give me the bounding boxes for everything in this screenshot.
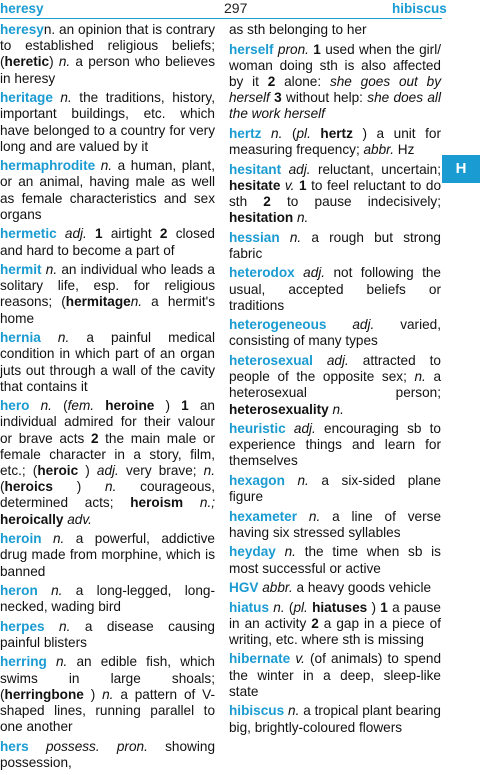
dictionary-entry xyxy=(229,162,441,227)
headword: heroin xyxy=(0,531,42,547)
entry-text: pron. xyxy=(273,41,309,57)
dictionary-entry xyxy=(0,531,215,580)
header-rule xyxy=(0,18,442,19)
entry-text: very brave; xyxy=(118,463,204,479)
headword: heyday xyxy=(229,544,276,560)
entry-text: heterosexuality xyxy=(229,401,329,417)
headword: hero xyxy=(0,398,30,414)
headword: hiatus xyxy=(229,599,270,615)
entry-text: an edible fish, which swims in large shoals; ( xyxy=(0,654,215,702)
entry-text: a six-sided plane figure xyxy=(229,472,441,505)
headword: hertz xyxy=(229,125,262,141)
headword: hexagon xyxy=(229,472,285,488)
entry-text: a pause in an activity xyxy=(229,599,441,631)
entry-text: used when the girl/ woman doing sth is also affected by it xyxy=(229,41,442,89)
entry-text: ) xyxy=(49,54,59,70)
headword: heron xyxy=(0,583,38,599)
entry-text: varied, consisting of many types xyxy=(229,317,441,349)
headword: hessian xyxy=(229,229,280,245)
entry-text: n. xyxy=(41,531,65,547)
headword: heritage xyxy=(0,90,53,106)
dictionary-entry xyxy=(0,330,215,395)
dictionary-entry xyxy=(0,226,215,258)
headword: hibernate xyxy=(229,651,291,667)
headword: hermit xyxy=(0,262,42,278)
entry-text: n. xyxy=(284,472,309,488)
entry-text: ) xyxy=(52,479,106,495)
entry-text: n. xyxy=(102,686,114,702)
entry-text: hertz xyxy=(320,125,353,141)
entry-text: n. xyxy=(269,599,285,615)
dictionary-entry xyxy=(229,317,441,349)
entry-text: heroic xyxy=(37,463,79,479)
entry-text: ( xyxy=(282,125,297,141)
entry-text: pl. xyxy=(296,125,311,141)
entry-text: an individual who leads a solitary life, esp. for religious reasons; ( xyxy=(0,262,215,310)
entry-text: adv. xyxy=(63,511,92,527)
entry-text: 1 xyxy=(294,177,307,193)
entry-text: she goes out by herself xyxy=(229,73,441,106)
entry-text: 2 xyxy=(267,73,276,89)
entry-text: a rough but strong fabric xyxy=(229,229,441,261)
entry-text: without help: xyxy=(281,90,368,106)
headword: hermetic xyxy=(0,226,57,242)
left-guide-word: heresy xyxy=(0,1,44,16)
dictionary-entry xyxy=(229,703,441,735)
entry-text: n. xyxy=(40,330,70,346)
entry-text: hesitate xyxy=(229,177,281,193)
entry-text: n. xyxy=(58,54,71,70)
entry-text: ) xyxy=(78,463,97,479)
entry-text: n. xyxy=(261,125,283,141)
entry-text: possess. pron. xyxy=(28,738,148,754)
entry-text: heroically xyxy=(0,511,64,527)
dictionary-entry xyxy=(229,265,441,314)
entry-text: n. xyxy=(29,398,52,414)
entry-text: n. xyxy=(297,508,321,524)
entry-text: adj. xyxy=(285,421,316,437)
entry-text: the main male or female character in a story, film, etc.; ( xyxy=(0,430,215,479)
entry-text: 2 xyxy=(90,430,99,446)
entry-text: adj. xyxy=(96,463,119,479)
entry-text: a tropical plant bearing big, brightly-coloured flowers xyxy=(229,703,441,735)
entry-text: ) xyxy=(83,686,103,702)
entry-text: heroics xyxy=(4,479,53,495)
dictionary-entry xyxy=(229,600,441,649)
dictionary-entry xyxy=(0,158,215,223)
entry-text: showing possession, xyxy=(0,738,216,770)
entry-text: a human, plant, or an animal, having male as well as female characteristics and sex organs xyxy=(0,158,215,222)
headword: hermaphrodite xyxy=(0,158,96,174)
entry-text: n. xyxy=(37,583,63,599)
entry-text: the traditions, history, important buildings, etc. which have belonged to a country for very long and are valued by it xyxy=(0,90,215,154)
entry-text: to feel reluctant to do sth xyxy=(229,177,442,209)
dictionary-entry xyxy=(0,739,215,771)
entry-text: n. xyxy=(46,654,68,670)
dictionary-entry xyxy=(0,619,215,651)
headword: heterosexual xyxy=(229,352,313,368)
headword: hexameter xyxy=(229,508,298,524)
dictionary-entry xyxy=(229,509,441,541)
entry-text: 2 xyxy=(263,193,271,209)
entry-text: n. xyxy=(284,703,300,719)
entry-text: she does all the work herself xyxy=(229,90,441,122)
headword: heterodox xyxy=(229,265,295,281)
entry-text: 2 xyxy=(159,226,168,242)
entry-text xyxy=(94,398,105,413)
entry-text: heroism xyxy=(130,495,184,511)
dictionary-entry xyxy=(0,583,215,615)
entry-text: n. xyxy=(275,544,296,560)
entry-text: adj. xyxy=(312,352,349,368)
entry-text: closed and hard to become a part of xyxy=(0,226,215,258)
entry-text: ( xyxy=(0,479,5,495)
right-guide-word: hibiscus xyxy=(392,1,447,16)
entry-text: adj. xyxy=(326,317,375,333)
entry-text: ( xyxy=(51,398,68,414)
dictionary-entry xyxy=(0,90,215,155)
headword: heuristic xyxy=(229,421,286,437)
entry-text: heroine xyxy=(105,398,155,414)
entry-text: a disease causing painful blisters xyxy=(0,618,215,650)
entry-text: n. xyxy=(279,229,302,245)
entry-text: 2 xyxy=(311,615,319,631)
entry-text: n. xyxy=(44,618,71,634)
entry-text: n. xyxy=(293,210,309,226)
entry-text: 1 xyxy=(181,398,189,414)
entry-text: n. xyxy=(328,401,344,417)
headword: heterogeneous xyxy=(229,317,327,333)
entry-text: as sth belonging to her xyxy=(229,22,367,37)
entry-text: ) xyxy=(367,599,381,615)
entry-text: not following the usual, accepted beliefs or traditions xyxy=(229,265,441,313)
entry-text: attracted to people of the opposite sex; xyxy=(229,352,441,385)
entry-text: a person who believes in heresy xyxy=(0,54,215,86)
dictionary-entry xyxy=(229,353,441,418)
entry-text: a long-legged, long-necked, wading bird xyxy=(0,583,215,615)
dictionary-entry xyxy=(229,126,441,158)
entry-text: ) xyxy=(154,398,182,414)
entry-text: encouraging sb to experience things and learn for themselves xyxy=(229,421,441,469)
entry-text: n. an opinion that is contrary to established religious beliefs; ( xyxy=(0,22,215,70)
dictionary-entry xyxy=(0,654,215,735)
entry-text: alone: xyxy=(275,73,330,89)
headword: heresy xyxy=(0,22,44,37)
headword: herring xyxy=(0,654,47,670)
right-column xyxy=(229,22,441,739)
dictionary-entry xyxy=(0,398,215,528)
entry-text: n. xyxy=(105,479,117,495)
entry-text: n. xyxy=(52,90,72,106)
dictionary-entry xyxy=(0,22,215,87)
dictionary-entry xyxy=(229,42,441,123)
headword: herself xyxy=(229,41,274,57)
headword: hers xyxy=(0,738,29,754)
left-column xyxy=(0,22,215,775)
dictionary-entry xyxy=(229,651,441,700)
entry-text: adj. xyxy=(56,226,87,242)
entry-text: a powerful, addictive drug made from morphine, which is banned xyxy=(0,531,215,579)
entry-text: Hz xyxy=(393,142,415,158)
dictionary-entry xyxy=(0,262,215,327)
entry-text: hiatuses xyxy=(312,599,368,615)
entry-text: a gap in a piece of writing, etc. where sth is missing xyxy=(229,615,441,647)
entry-text: a painful medical condition in which part of an organ juts out through a wall of the cavity that contains it xyxy=(0,330,215,394)
entry-text: 1 xyxy=(86,226,103,242)
entry-text: a heterosexual person; xyxy=(229,369,442,401)
entry-text: n. xyxy=(95,158,113,174)
headword: hernia xyxy=(0,330,41,346)
headword: herpes xyxy=(0,618,45,634)
entry-text: heretic xyxy=(4,54,50,70)
thumb-index-tab: H xyxy=(442,155,480,183)
entry-text: a hermit's home xyxy=(0,294,215,326)
entry-text: to pause indecisively; xyxy=(270,193,441,209)
entry-text: 3 xyxy=(269,90,282,106)
entry-text xyxy=(311,126,321,141)
entry-text: airtight xyxy=(102,226,160,242)
entry-text: adj. xyxy=(294,265,326,281)
entry-text: n.; xyxy=(183,495,215,511)
entry-text: abbr. xyxy=(363,142,394,158)
entry-text: adj. xyxy=(281,161,311,177)
entry-text: n. xyxy=(41,262,58,278)
entry-text: hermitage xyxy=(65,294,131,310)
entry-text: reluctant, uncertain; xyxy=(310,161,442,177)
entry-text: hesitation xyxy=(229,210,294,226)
headword: hibiscus xyxy=(229,703,285,719)
entry-text: 1 xyxy=(380,599,388,615)
headword: HGV xyxy=(229,580,259,596)
entry-text: a pattern of V-shaped lines, running parallel to one another xyxy=(0,686,215,735)
dictionary-entry xyxy=(229,544,441,576)
entry-text: 1 xyxy=(308,41,321,57)
entry-text: ( xyxy=(284,599,294,615)
entry-text: n. xyxy=(130,294,143,310)
entry-text: a heavy goods vehicle xyxy=(292,580,432,596)
entry-text: the time when sb is most successful or active xyxy=(229,544,441,576)
entry-text: n. xyxy=(203,463,215,479)
dictionary-entry xyxy=(229,473,441,505)
entry-text: a line of verse having six stressed syllables xyxy=(229,508,442,540)
entry-text: v. xyxy=(280,177,295,193)
entry-text: fem. xyxy=(67,398,95,414)
entry-text: herringbone xyxy=(4,686,84,702)
entry-text: v. xyxy=(290,651,305,667)
page-number: 297 xyxy=(224,0,248,16)
entry-text: n. xyxy=(414,369,426,385)
entry-text: abbr. xyxy=(258,580,293,596)
entry-text: courageous, determined acts; xyxy=(0,479,215,511)
dictionary-entry xyxy=(229,230,441,262)
dictionary-entry xyxy=(229,421,441,470)
page-header xyxy=(0,0,480,17)
entry-text: ) a unit for measuring frequency; xyxy=(229,125,441,158)
dictionary-entry xyxy=(229,22,441,38)
entry-text: pl. xyxy=(293,599,308,615)
entry-text: an individual admired for their valour or brave acts xyxy=(0,398,215,446)
entry-text: (of animals) to spend the winter in a deep, sleep-like state xyxy=(229,651,442,699)
headword: hesitant xyxy=(229,161,282,177)
dictionary-entry xyxy=(229,580,441,596)
